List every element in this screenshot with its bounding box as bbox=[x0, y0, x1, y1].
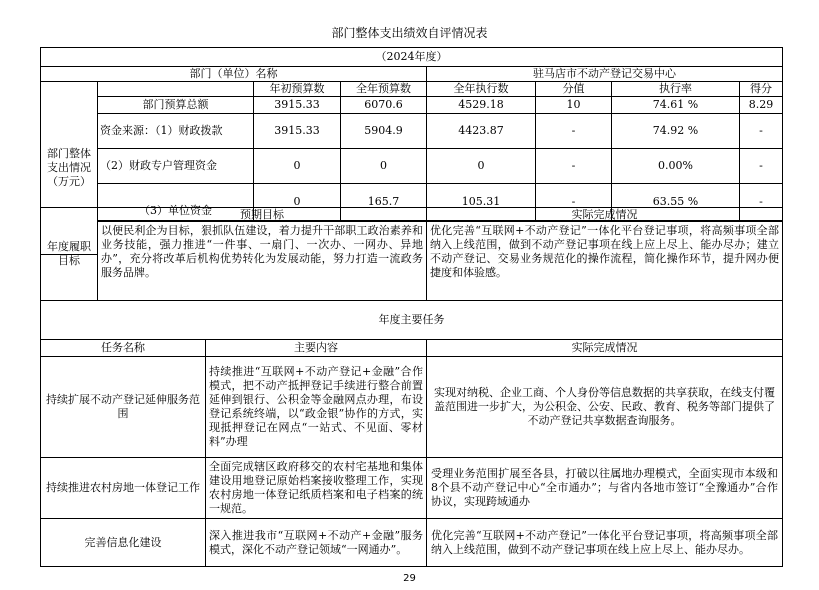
budget-cell: - bbox=[535, 113, 612, 149]
page-number: 29 bbox=[403, 573, 416, 584]
task-name: 完善信息化建设 bbox=[40, 518, 206, 567]
budget-cell: 0 bbox=[340, 148, 427, 184]
budget-cell: 4423.87 bbox=[426, 113, 536, 149]
budget-cell: 0 bbox=[426, 148, 536, 184]
header-execution-rate: 执行率 bbox=[611, 81, 740, 97]
budget-cell: 0 bbox=[253, 148, 341, 184]
task-content: 深入推进我市“互联网+不动产+金融”服务模式，深化不动产登记领域“一网通办”。 bbox=[205, 518, 427, 567]
header-annual-execution: 全年执行数 bbox=[426, 81, 536, 97]
actual-header: 实际完成情况 bbox=[426, 207, 783, 222]
budget-cell: 0.00% bbox=[611, 148, 740, 184]
budget-header-blank bbox=[98, 81, 254, 97]
task-name: 持续扩展不动产登记延伸服务范围 bbox=[40, 356, 206, 458]
budget-row-label: （3）单位资金 bbox=[97, 183, 254, 221]
task-content-header: 主要内容 bbox=[205, 339, 427, 357]
header-initial-budget: 年初预算数 bbox=[253, 81, 341, 97]
task-result-header: 实际完成情况 bbox=[426, 339, 783, 357]
year-cell: （2024年度） bbox=[40, 47, 783, 67]
performance-table bbox=[40, 47, 783, 567]
budget-cell: 74.61 % bbox=[611, 96, 740, 114]
task-result: 优化完善“互联网+不动产登记”一体化平台登记事项，将高频事项全部纳入上线范围，做到不动产登记事项在线上应上尽上、能办尽办。 bbox=[426, 518, 783, 567]
budget-cell: - bbox=[739, 183, 783, 221]
budget-cell: 74.92 % bbox=[611, 113, 740, 149]
goal-text: 以便民利企为目标，狠抓队伍建设，着力提升干部职工政治素养和业务技能，强力推进“一件事、一扇门、一次办、一网办、异地办”，充分将改革后机构优势转化为发展动能，努力打造一流政务服务品牌。 bbox=[97, 221, 427, 301]
budget-cell: 3915.33 bbox=[253, 96, 341, 114]
budget-row-label: 部门预算总额 bbox=[97, 96, 254, 114]
budget-cell: 3915.33 bbox=[253, 113, 341, 149]
budget-cell: 4529.18 bbox=[426, 96, 536, 114]
header-score-value: 分值 bbox=[535, 81, 612, 97]
page-title: 部门整体支出绩效自评情况表 bbox=[331, 26, 488, 40]
tasks-section-title: 年度主要任务 bbox=[40, 300, 783, 340]
budget-cell: - bbox=[535, 183, 612, 221]
budget-cell: - bbox=[739, 148, 783, 184]
budget-cell: 63.55 % bbox=[611, 183, 740, 221]
budget-cell: 165.7 bbox=[340, 183, 427, 221]
header-annual-budget: 全年预算数 bbox=[340, 81, 427, 97]
budget-section-label: 部门整体支出情况（万元） bbox=[40, 81, 98, 255]
task-name: 持续推进农村房地一体登记工作 bbox=[40, 457, 206, 519]
goal-header: 预期目标 bbox=[97, 207, 427, 222]
unit-name: 驻马店市不动产登记交易中心 bbox=[426, 66, 783, 82]
task-result: 实现对纳税、企业工商、个人身份等信息数据的共享获取，在线支付覆盖范围进一步扩大，为公积金、公安、民政、教育、税务等部门提供了不动产登记共享数据查询服务。 bbox=[426, 356, 783, 458]
budget-cell: - bbox=[739, 113, 783, 149]
budget-row-label: （2）财政专户管理资金 bbox=[97, 148, 254, 184]
header-score: 得分 bbox=[739, 81, 783, 97]
task-result: 受理业务范围扩展至各县，打破以往属地办理模式，全面实现市本级和8个县不动产登记中心“全市通办”；与省内各地市签订“全豫通办”合作协议，实现跨域通办 bbox=[426, 457, 783, 519]
budget-cell: 6070.6 bbox=[340, 96, 427, 114]
actual-text: 优化完善“互联网+不动产登记”一体化平台登记事项，将高频事项全部纳入上线范围，做到不动产登记事项在线上应上尽上、能办尽办；建立不动产登记、交易业务规范化的操作流程，简化操作环节，提升网办便捷度和体验感。 bbox=[426, 221, 783, 301]
task-content: 持续推进“互联网+不动产登记+金融”合作模式，把不动产抵押登记手续进行整合前置延伸到银行、公积金等金融网点办理，布设登记系统终端，以“政金银”协作的方式，实现抵押登记在网点“一站式、不见面、零材料”办理 bbox=[205, 356, 427, 458]
performance-label: 年度履职目标 bbox=[40, 207, 98, 301]
task-name-header: 任务名称 bbox=[40, 339, 206, 357]
budget-cell: - bbox=[535, 148, 612, 184]
budget-cell: 10 bbox=[535, 96, 612, 114]
unit-label: 部门（单位）名称 bbox=[40, 66, 427, 82]
budget-cell: 105.31 bbox=[426, 183, 536, 221]
budget-cell: 0 bbox=[253, 183, 341, 221]
budget-row-label: 资金来源：（1）财政拨款 bbox=[97, 113, 254, 149]
budget-cell: 8.29 bbox=[739, 96, 783, 114]
budget-cell: 5904.9 bbox=[340, 113, 427, 149]
task-content: 全面完成辖区政府移交的农村宅基地和集体建设用地登记原始档案接收整理工作，实现农村房地一体登记纸质档案和电子档案的统一规范。 bbox=[205, 457, 427, 519]
